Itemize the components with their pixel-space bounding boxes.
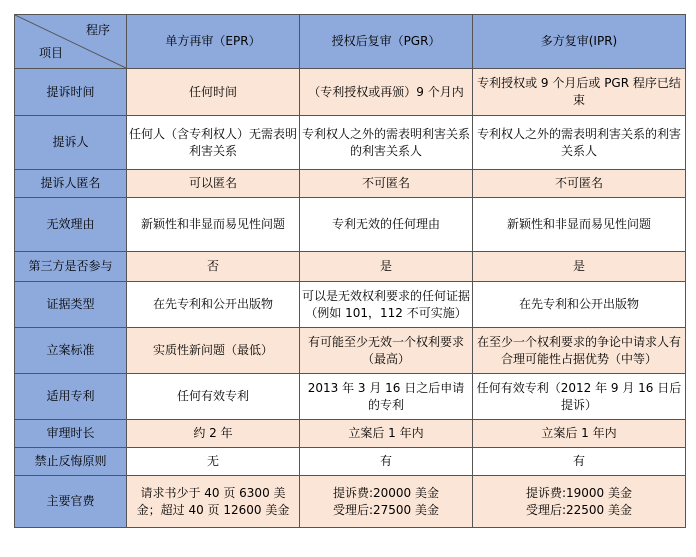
column-header-epr: 单方再审（EPR）	[127, 15, 300, 69]
cell-pgr: （专利授权或再颁）9 个月内	[300, 69, 473, 116]
corner-label-procedure: 程序	[85, 23, 110, 37]
header-row	[15, 15, 686, 69]
cell-ipr: 不可匿名	[473, 170, 686, 198]
table-row	[15, 69, 686, 116]
cell-epr: 否	[127, 252, 300, 282]
cell-epr: 任何有效专利	[127, 374, 300, 420]
cell-epr: 无	[127, 448, 300, 476]
table-row	[15, 282, 686, 328]
row-label: 立案标准	[15, 328, 127, 374]
row-label: 证据类型	[15, 282, 127, 328]
cell-pgr: 不可匿名	[300, 170, 473, 198]
cell-ipr: 新颖性和非显而易见性问题	[473, 198, 686, 252]
table-row	[15, 170, 686, 198]
cell-pgr: 专利无效的任何理由	[300, 198, 473, 252]
cell-pgr: 专利权人之外的需表明利害关系的利害关系人	[300, 116, 473, 170]
table-row	[15, 198, 686, 252]
row-label: 审理时长	[15, 420, 127, 448]
header-corner-cell	[15, 15, 127, 69]
table-row	[15, 116, 686, 170]
comparison-table	[14, 14, 686, 528]
row-label: 无效理由	[15, 198, 127, 252]
cell-pgr: 2013 年 3 月 16 日之后申请的专利	[300, 374, 473, 420]
row-label: 提诉时间	[15, 69, 127, 116]
cell-epr: 在先专利和公开出版物	[127, 282, 300, 328]
cell-pgr: 有可能至少无效一个权利要求（最高）	[300, 328, 473, 374]
cell-epr: 可以匿名	[127, 170, 300, 198]
cell-ipr: 提诉费:19000 美金 受理后:22500 美金	[473, 476, 686, 528]
cell-ipr: 在先专利和公开出版物	[473, 282, 686, 328]
cell-ipr: 专利权人之外的需表明利害关系的利害关系人	[473, 116, 686, 170]
cell-epr: 任何人（含专利权人）无需表明利害关系	[127, 116, 300, 170]
table-row	[15, 374, 686, 420]
cell-epr: 新颖性和非显而易见性问题	[127, 198, 300, 252]
cell-pgr: 立案后 1 年内	[300, 420, 473, 448]
table-row	[15, 420, 686, 448]
row-label: 提诉人	[15, 116, 127, 170]
cell-ipr: 有	[473, 448, 686, 476]
row-label: 主要官费	[15, 476, 127, 528]
cell-epr: 请求书少于 40 页 6300 美金；超过 40 页 12600 美金	[127, 476, 300, 528]
row-label: 提诉人匿名	[15, 170, 127, 198]
row-label: 第三方是否参与	[15, 252, 127, 282]
table-row	[15, 476, 686, 528]
cell-epr: 任何时间	[127, 69, 300, 116]
corner-label-item: 项目	[39, 46, 64, 60]
cell-pgr: 是	[300, 252, 473, 282]
table-row	[15, 448, 686, 476]
cell-ipr: 立案后 1 年内	[473, 420, 686, 448]
cell-epr: 实质性新问题（最低）	[127, 328, 300, 374]
row-label: 适用专利	[15, 374, 127, 420]
column-header-ipr: 多方复审(IPR)	[473, 15, 686, 69]
cell-epr: 约 2 年	[127, 420, 300, 448]
table-row	[15, 328, 686, 374]
cell-pgr: 有	[300, 448, 473, 476]
cell-ipr: 任何有效专利（2012 年 9 月 16 日后提诉）	[473, 374, 686, 420]
column-header-pgr: 授权后复审（PGR）	[300, 15, 473, 69]
cell-pgr: 提诉费:20000 美金 受理后:27500 美金	[300, 476, 473, 528]
table-row	[15, 252, 686, 282]
cell-ipr: 在至少一个权利要求的争论中请求人有合理可能性占据优势（中等）	[473, 328, 686, 374]
cell-pgr: 可以是无效权利要求的任何证据（例如 101，112 不可实施）	[300, 282, 473, 328]
row-label: 禁止反悔原则	[15, 448, 127, 476]
cell-ipr: 是	[473, 252, 686, 282]
cell-ipr: 专利授权或 9 个月后或 PGR 程序已结束	[473, 69, 686, 116]
